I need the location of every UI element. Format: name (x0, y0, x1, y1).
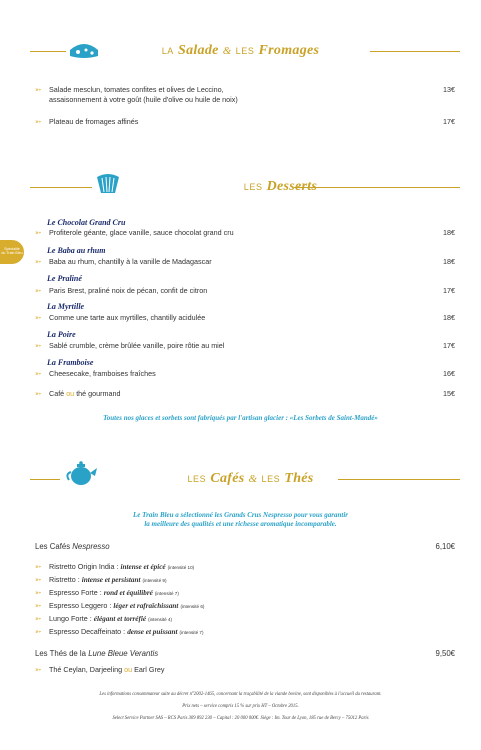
separator: : (121, 627, 128, 636)
dessert-name: Le Praliné (47, 274, 82, 283)
thes-label (35, 649, 158, 658)
item-desc: Baba au rhum, chantilly à la vanille de Madagascar (49, 257, 212, 266)
arrow-icon: ➳ (35, 389, 42, 398)
dessert-name: La Poire (47, 330, 76, 339)
arrow-icon: ➳ (35, 369, 42, 378)
title-part: Fromages (258, 43, 320, 58)
arrow-icon: ➳ (35, 117, 42, 126)
arrow-icon: ➳ (35, 588, 42, 597)
item-desc: Profiterole géante, glace vanille, sauce chocolat grand cru (49, 228, 234, 237)
badge-text: du Train Bleu (1, 251, 23, 255)
item-desc: assaisonnement à votre goût (huile d'olive ou huile de noix) (49, 94, 238, 104)
coffee-name: Espresso Decaffeinato (49, 627, 122, 636)
title-part: & (248, 473, 258, 485)
cafes-label (35, 542, 110, 551)
arrow-icon: ➳ (35, 228, 42, 237)
item-price: 17€ (443, 341, 455, 350)
coffee-intensity: (intensité 9) (142, 578, 167, 583)
specialty-badge (0, 240, 24, 264)
item-price: 18€ (443, 313, 455, 322)
coffee-name: Ristretto (49, 575, 76, 584)
separator: : (114, 562, 121, 571)
tea-text: Earl Grey (134, 665, 165, 674)
arrow-icon: ➳ (35, 575, 42, 584)
coffee-name: Espresso Leggero (49, 601, 108, 610)
arrow-icon: ➳ (35, 286, 42, 295)
tea-text: Thé Ceylan, Darjeeling (49, 665, 123, 674)
or-word: ou (66, 389, 75, 398)
item-desc: Paris Brest, praliné noix de pécan, confit de citron (49, 286, 208, 295)
nespresso-note: la meilleure des qualités et une richesse aromatique incomparable. (144, 520, 337, 528)
coffee-intensity: (intensité 10) (167, 565, 195, 570)
or-word: ou (124, 665, 133, 674)
title-part: Salade (177, 43, 219, 58)
dessert-name: La Myrtille (47, 302, 85, 311)
arrow-icon: ➳ (35, 601, 42, 610)
separator: : (75, 575, 82, 584)
item-desc: Sablé crumble, crème brûlée vanille, poire rôtie au miel (49, 341, 225, 350)
footer-legal: Les informations consommateur suite au décret n°2002-1465, concernant la traçabilité de la viande bovine, sont disponibles à l'accueil du restaurant. (99, 692, 382, 697)
item-text: thé gourmand (76, 389, 121, 398)
arrow-icon: ➳ (35, 85, 42, 94)
separator: : (87, 614, 94, 623)
arrow-icon: ➳ (35, 341, 42, 350)
coffee-intensity: (intensité 7) (154, 591, 179, 596)
title-part: LA (161, 46, 174, 56)
coffee-intensity: (intensité 7) (179, 630, 204, 635)
title-part: & (222, 45, 232, 57)
coffee-taste: rond et équilibré (103, 589, 153, 597)
title-part: Cafés (210, 471, 245, 486)
coffee-name: Lungo Forte (49, 614, 88, 623)
ice-cream-icon (95, 173, 121, 195)
item-desc: Salade mesclun, tomates confites et olives de Leccino, (49, 85, 224, 94)
coffee-intensity: (intensité 6) (180, 604, 205, 609)
item-desc (49, 389, 409, 399)
title-part: LES (235, 46, 255, 56)
separator: : (107, 601, 114, 610)
item-desc: Comme une tarte aux myrtilles, chantilly acidulée (49, 313, 206, 322)
footer-prices: Prix nets – service compris 15 % sur prix HT – Octobre 2015. (182, 704, 299, 709)
item-price: 18€ (443, 228, 455, 237)
item-price: 9,50€ (435, 649, 455, 658)
separator: : (97, 588, 104, 597)
dessert-name: La Framboise (47, 358, 94, 367)
coffee-taste: élégant et torréfié (93, 615, 147, 623)
arrow-icon: ➳ (35, 614, 42, 623)
section-desserts-header (0, 178, 481, 198)
title-part: LES (261, 474, 281, 484)
glaces-note: Toutes nos glaces et sorbets sont fabriqués par l'artisan glacier : «Les Sorbets de Saint-Mandé» (103, 414, 378, 422)
arrow-icon: ➳ (35, 562, 42, 571)
item-text: Café (49, 389, 65, 398)
item-price: 15€ (443, 389, 455, 398)
label-text: Les Cafés (35, 542, 71, 551)
coffee-taste: intense et persistant (81, 576, 141, 584)
item-desc: Cheesecake, framboises fraîches (49, 369, 156, 378)
arrow-icon: ➳ (35, 627, 42, 636)
coffee-name: Ristretto Origin India (49, 562, 115, 571)
title-part: LES (187, 474, 207, 484)
nespresso-note: Le Train Bleu a sélectionné les Grands Crus Nespresso pour vous garantir (132, 511, 349, 519)
coffee-taste: dense et puissant (127, 628, 178, 636)
item-price: 6,10€ (435, 542, 455, 551)
item-price: 16€ (443, 369, 455, 378)
item-price: 17€ (443, 286, 455, 295)
label-text: Les Thés de la (35, 649, 87, 658)
item-price: 18€ (443, 257, 455, 266)
coffee-taste: léger et rafraîchissant (113, 602, 179, 610)
arrow-icon: ➳ (35, 665, 42, 674)
title-part: Thés (284, 471, 314, 486)
coffee-name: Espresso Forte (49, 588, 98, 597)
cheese-icon (68, 40, 100, 60)
label-text: Nespresso (72, 542, 110, 551)
item-price: 17€ (443, 117, 455, 126)
coffee-intensity: (intensité 4) (148, 617, 173, 622)
title-part: Desserts (266, 179, 318, 194)
title-part: LES (243, 182, 263, 192)
badge-text: Spécialité (4, 247, 20, 251)
arrow-icon: ➳ (35, 257, 42, 266)
dessert-name: Le Baba au rhum (47, 246, 106, 255)
teapot-icon (64, 460, 98, 488)
item-price: 13€ (443, 85, 455, 94)
dessert-name: Le Chocolat Grand Cru (47, 218, 126, 227)
coffee-taste: intense et épicé (120, 563, 166, 571)
label-text: Lune Bleue Verantis (88, 649, 159, 658)
footer-company: Select Service Partner SAS – RCS Paris 309 892 230 – Capital : 20 000 000€. Siège : Im. Tour de Lyon, 185 rue de Bercy – 75012 Paris (112, 716, 369, 721)
arrow-icon: ➳ (35, 313, 42, 322)
item-desc: Plateau de fromages affinés (49, 117, 139, 126)
